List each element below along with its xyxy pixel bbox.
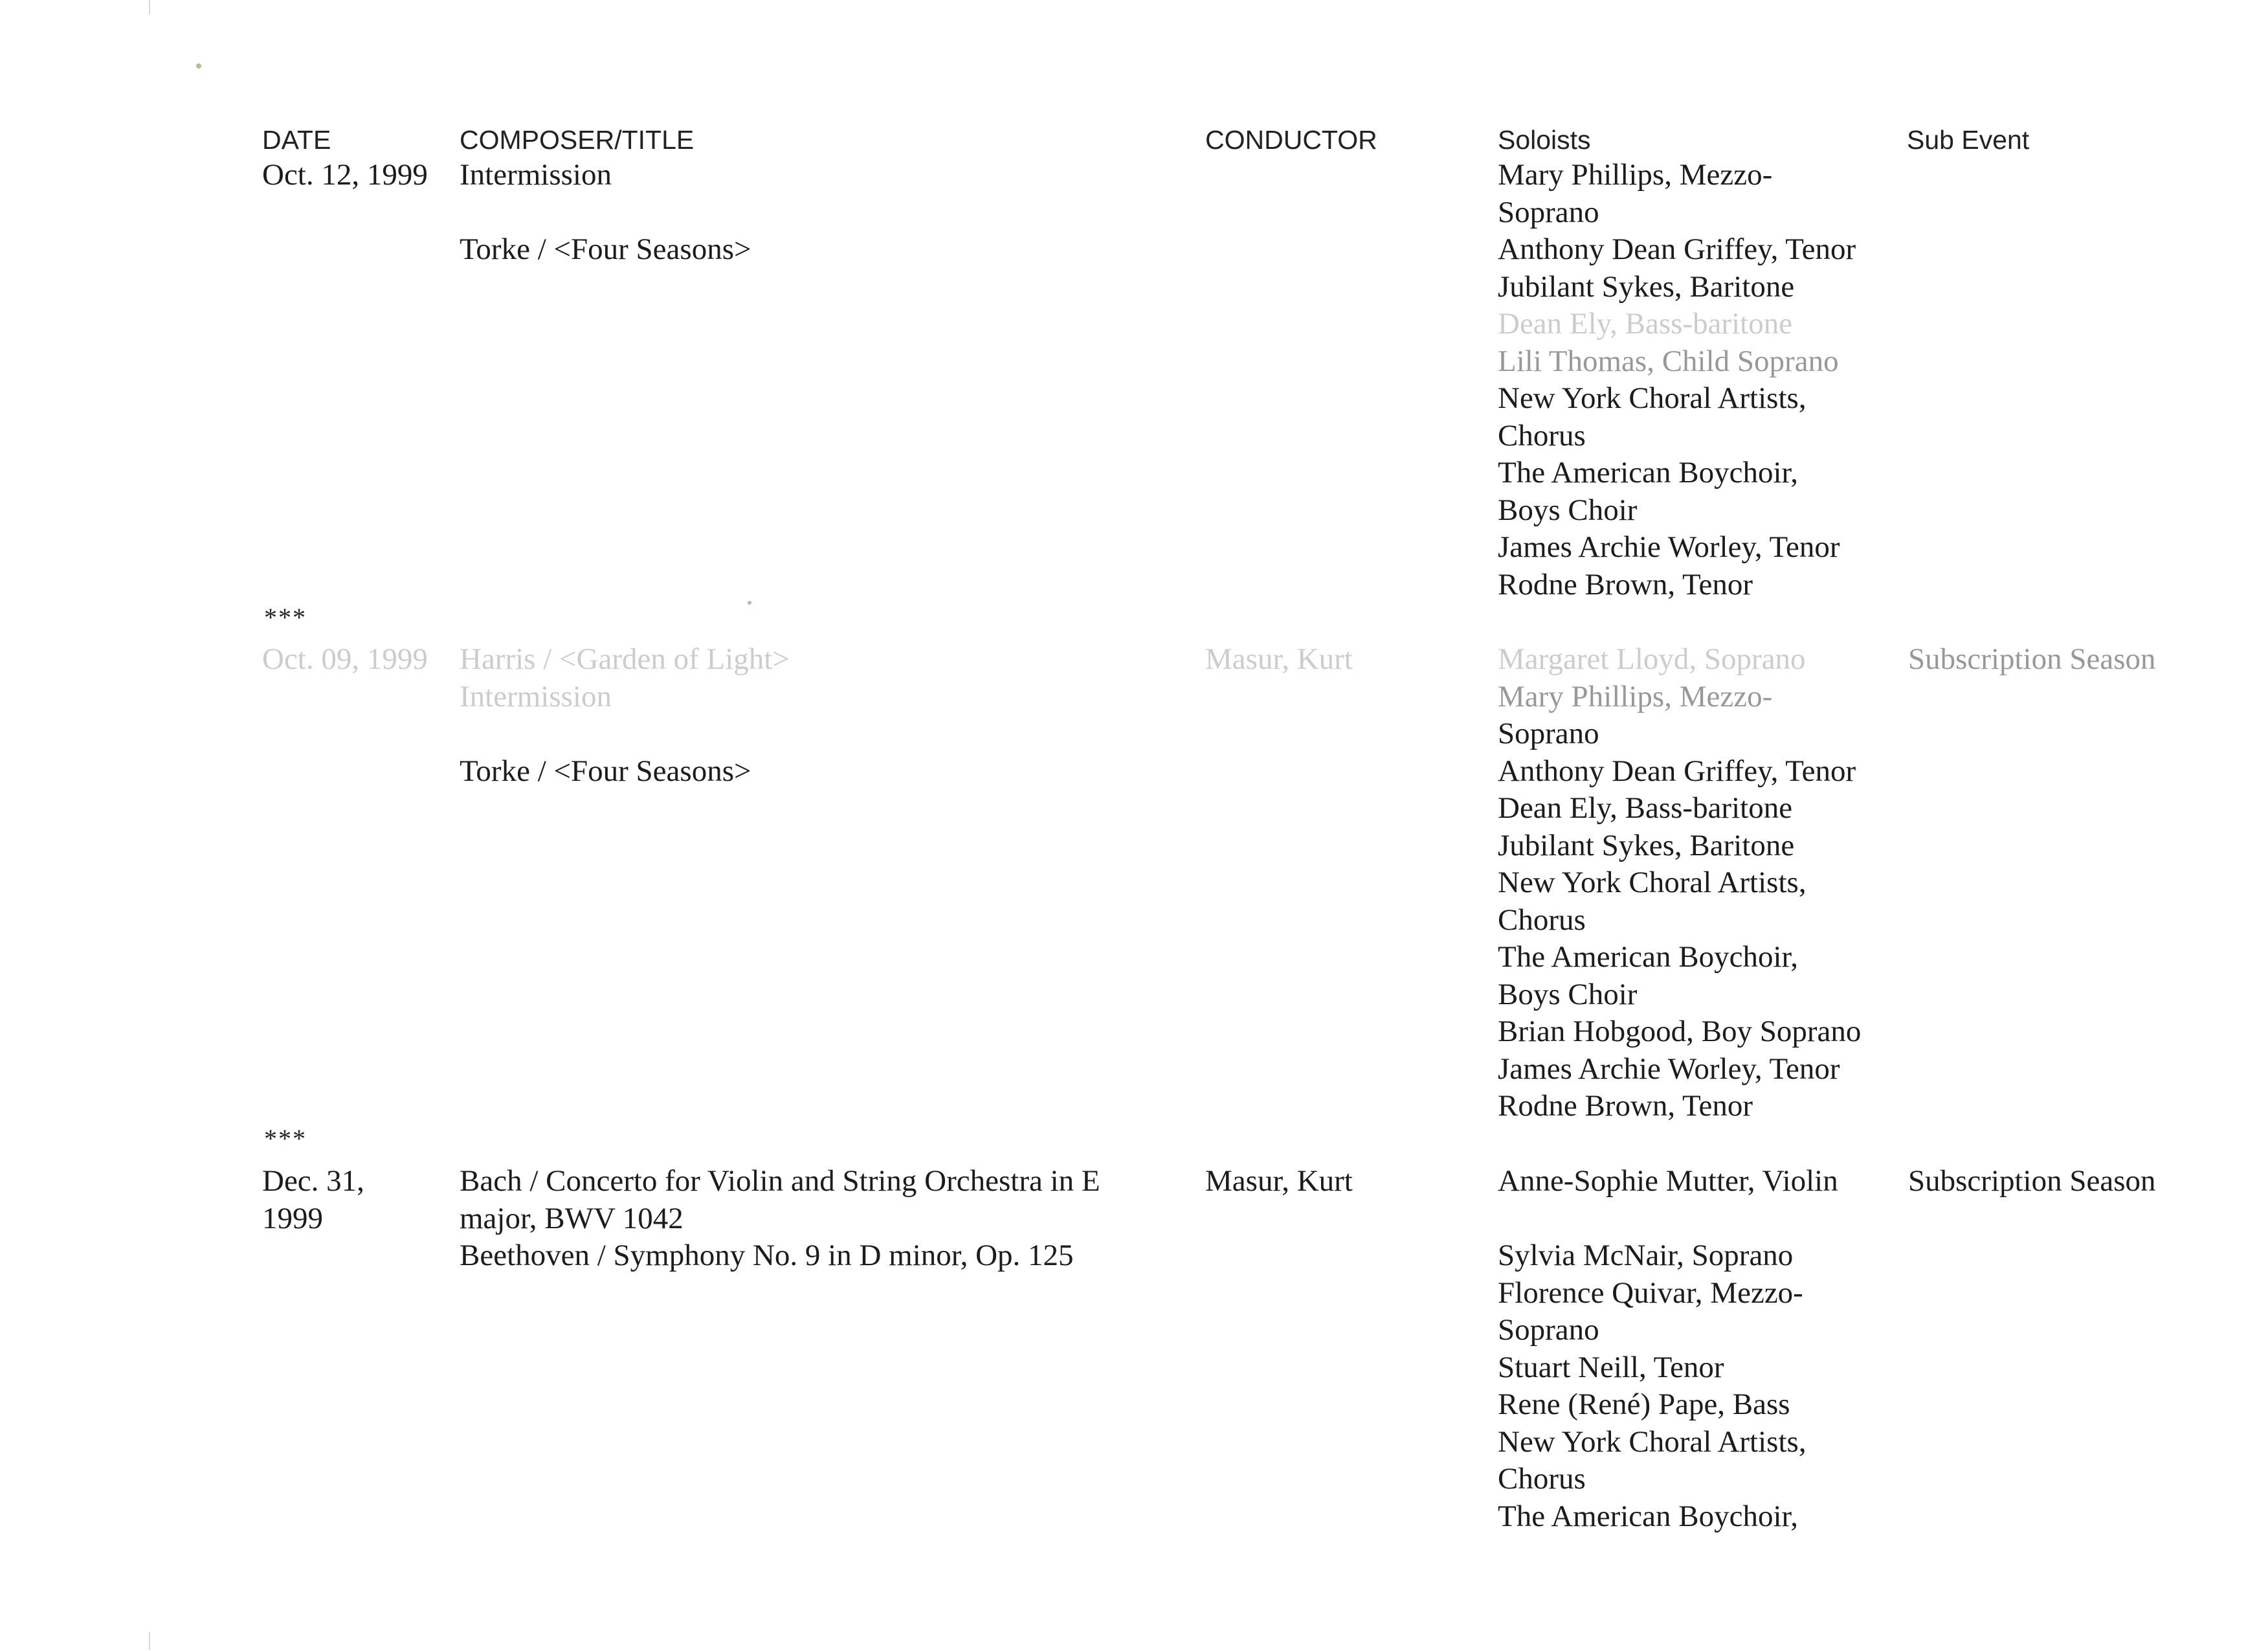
header-sub-event: Sub Event (1907, 125, 2030, 155)
scan-edge-mark (149, 1632, 150, 1650)
soloist-line: Stuart Neill, Tenor (1498, 1350, 1724, 1384)
soloist-line: Anne-Sophie Mutter, Violin (1498, 1164, 1838, 1198)
entry-3-titles (460, 1163, 1100, 1275)
entry-2-sub-event: Subscription Season (1908, 642, 2156, 676)
entry-separator: *** (264, 603, 307, 632)
scan-edge-mark (149, 0, 150, 14)
soloist-line: The American Boychoir, (1498, 940, 1799, 974)
entry-1-title-line: Intermission (460, 158, 612, 192)
soloist-line: Margaret Lloyd, Soprano (1498, 642, 1806, 676)
entry-1-titles (460, 157, 751, 269)
soloist-line: Brian Hobgood, Boy Soprano (1498, 1015, 1862, 1048)
entry-1-date-line: Oct. 12, 1999 (262, 158, 428, 192)
entry-3-soloists (1498, 1163, 1838, 1535)
entry-2-date (262, 641, 428, 679)
soloist-line: Jubilant Sykes, Baritone (1498, 269, 1795, 304)
scan-speck (748, 601, 751, 605)
soloist-line: Anthony Dean Griffey, Tenor (1498, 232, 1856, 266)
entry-3-title-line: Beethoven / Symphony No. 9 in D minor, Op. 125 (460, 1239, 1074, 1272)
entry-3-date (262, 1163, 364, 1237)
soloist-line: James Archie Worley, Tenor (1498, 530, 1840, 564)
soloist-line: Anthony Dean Griffey, Tenor (1498, 754, 1856, 788)
soloist-line: Soprano (1498, 1313, 1599, 1347)
scan-speck (196, 63, 201, 69)
soloist-line: Lili Thomas, Child Soprano (1498, 344, 1839, 378)
soloist-line: Mary Phillips, Mezzo- (1498, 158, 1773, 192)
soloist-line: Sylvia McNair, Soprano (1498, 1239, 1794, 1272)
soloist-line: Boys Choir (1498, 977, 1638, 1011)
entry-3-date-line: Dec. 31, (262, 1164, 364, 1198)
soloist-line: Rodne Brown, Tenor (1498, 1089, 1753, 1123)
entry-2-title-spacer (460, 715, 790, 753)
entry-1-title-line: Torke / <Four Seasons> (460, 232, 751, 266)
entry-1-title-spacer (460, 194, 751, 232)
entry-2-title-line: Torke / <Four Seasons> (460, 754, 751, 788)
soloist-line: Soprano (1498, 717, 1599, 750)
entry-1-date (262, 157, 428, 194)
soloist-spacer (1498, 1200, 1838, 1238)
soloist-line: New York Choral Artists, (1498, 381, 1807, 415)
soloist-line: Dean Ely, Bass-baritone (1498, 791, 1793, 825)
entry-2-date-line: Oct. 09, 1999 (262, 642, 428, 676)
entry-1-soloists (1498, 157, 1856, 603)
soloist-line: Florence Quivar, Mezzo- (1498, 1275, 1803, 1310)
entry-3-sub-event: Subscription Season (1908, 1164, 2156, 1198)
soloist-line: James Archie Worley, Tenor (1498, 1051, 1840, 1086)
entry-2-conductor: Masur, Kurt (1205, 642, 1353, 676)
soloist-line: Mary Phillips, Mezzo- (1498, 679, 1773, 713)
soloist-line: The American Boychoir, (1498, 456, 1799, 489)
soloist-line: Soprano (1498, 195, 1599, 229)
soloist-line: New York Choral Artists, (1498, 866, 1807, 899)
header-composer-title: COMPOSER/TITLE (460, 125, 695, 155)
entry-2-soloists (1498, 641, 1861, 1125)
header-conductor: CONDUCTOR (1205, 125, 1377, 155)
soloist-line: Chorus (1498, 903, 1586, 937)
header-soloists: Soloists (1498, 125, 1591, 155)
entry-separator: *** (264, 1124, 307, 1153)
soloist-line: Boys Choir (1498, 493, 1638, 527)
entry-3-conductor: Masur, Kurt (1205, 1164, 1353, 1198)
soloist-line: Jubilant Sykes, Baritone (1498, 828, 1795, 862)
soloist-line: Rodne Brown, Tenor (1498, 567, 1753, 601)
entry-2-title-line: Intermission (460, 679, 612, 713)
entry-3-title-line: major, BWV 1042 (460, 1201, 684, 1235)
entry-2-titles (460, 641, 790, 790)
header-date: DATE (262, 125, 331, 155)
soloist-line: Rene (René) Pape, Bass (1498, 1387, 1790, 1421)
soloist-line: The American Boychoir, (1498, 1499, 1799, 1533)
soloist-line: New York Choral Artists, (1498, 1424, 1807, 1459)
entry-3-date-line: 1999 (262, 1201, 323, 1235)
entry-3-title-line: Bach / Concerto for Violin and String Orchestra in E (460, 1164, 1100, 1198)
soloist-line: Chorus (1498, 418, 1586, 453)
soloist-line: Chorus (1498, 1462, 1586, 1496)
entry-2-title-line: Harris / <Garden of Light> (460, 642, 790, 676)
soloist-line: Dean Ely, Bass-baritone (1498, 307, 1793, 341)
